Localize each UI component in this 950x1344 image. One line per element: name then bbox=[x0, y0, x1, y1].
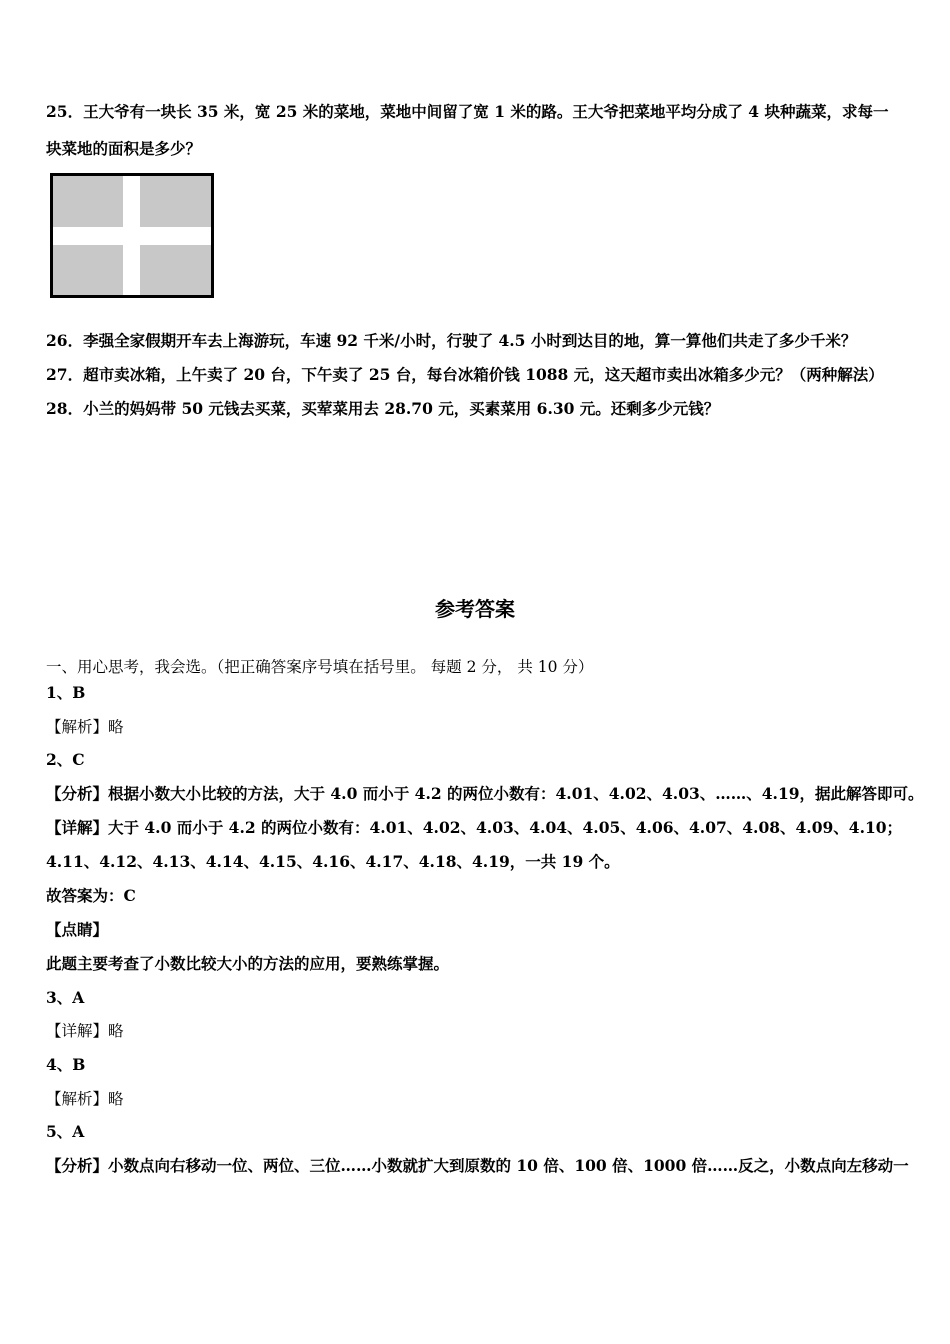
answers-title: 参考答案 bbox=[435, 597, 515, 621]
vegetable-field-diagram bbox=[50, 173, 214, 299]
question-25-line-2: 块菜地的面积是多少？ bbox=[46, 139, 202, 158]
question-26: 26．李强全家假期开车去上海游玩，车速 92 千米/小时，行驶了 4.5 小时到达目的地，算一算他们共走了多少千米？ bbox=[46, 331, 857, 350]
answer-2-point-label: 【点睛】 bbox=[46, 920, 109, 939]
answer-4-note: 【解析】略 bbox=[46, 1090, 124, 1108]
question-25-line-1: 25．王大爷有一块长 35 米，宽 25 米的菜地，菜地中间留了宽 1 米的路。王大爷把菜地平均分成了 4 块种蔬菜，求每一 bbox=[46, 102, 889, 121]
answer-2-result: 故答案为：C bbox=[46, 886, 136, 905]
answer-1: 1、B bbox=[46, 683, 86, 702]
answer-5-analysis: 【分析】小数点向右移动一位、两位、三位……小数就扩大到原数的 10 倍、100 倍、1000 倍……反之，小数点向左移动一 bbox=[46, 1156, 909, 1175]
question-27: 27．超市卖冰箱，上午卖了 20 台，下午卖了 25 台，每台冰箱价钱 1088 元，这天超市卖出冰箱多少元？（两种解法） bbox=[46, 365, 884, 384]
answer-2-detail-1: 【详解】大于 4.0 而小于 4.2 的两位小数有：4.01、4.02、4.03、4.04、4.05、4.06、4.07、4.08、4.09、4.10； bbox=[46, 818, 903, 837]
answer-1-note: 【解析】略 bbox=[46, 718, 124, 736]
field-plot-bottom-left bbox=[52, 245, 123, 296]
field-plot-top-right bbox=[140, 175, 211, 227]
answer-4: 4、B bbox=[46, 1055, 86, 1074]
field-plot-bottom-right bbox=[140, 245, 211, 296]
answer-3-note: 【详解】略 bbox=[46, 1022, 124, 1040]
field-plot-top-left bbox=[52, 175, 123, 227]
answers-section-1-heading: 一、用心思考，我会选。（把正确答案序号填在括号里。 每题 2 分， 共 10 分） bbox=[46, 658, 594, 676]
answer-2-analysis: 【分析】根据小数大小比较的方法，大于 4.0 而小于 4.2 的两位小数有：4.01、4.02、4.03、……、4.19，据此解答即可。 bbox=[46, 784, 924, 803]
answer-2-detail-2: 4.11、4.12、4.13、4.14、4.15、4.16、4.17、4.18、4.19，一共 19 个。 bbox=[46, 852, 620, 871]
answer-5: 5、A bbox=[46, 1122, 85, 1141]
answer-2: 2、C bbox=[46, 750, 85, 769]
question-28: 28．小兰的妈妈带 50 元钱去买菜，买荤菜用去 28.70 元，买素菜用 6.30 元。还剩多少元钱？ bbox=[46, 399, 720, 418]
answer-3: 3、A bbox=[46, 988, 85, 1007]
answer-2-point: 此题主要考查了小数比较大小的方法的应用，要熟练掌握。 bbox=[46, 954, 450, 973]
